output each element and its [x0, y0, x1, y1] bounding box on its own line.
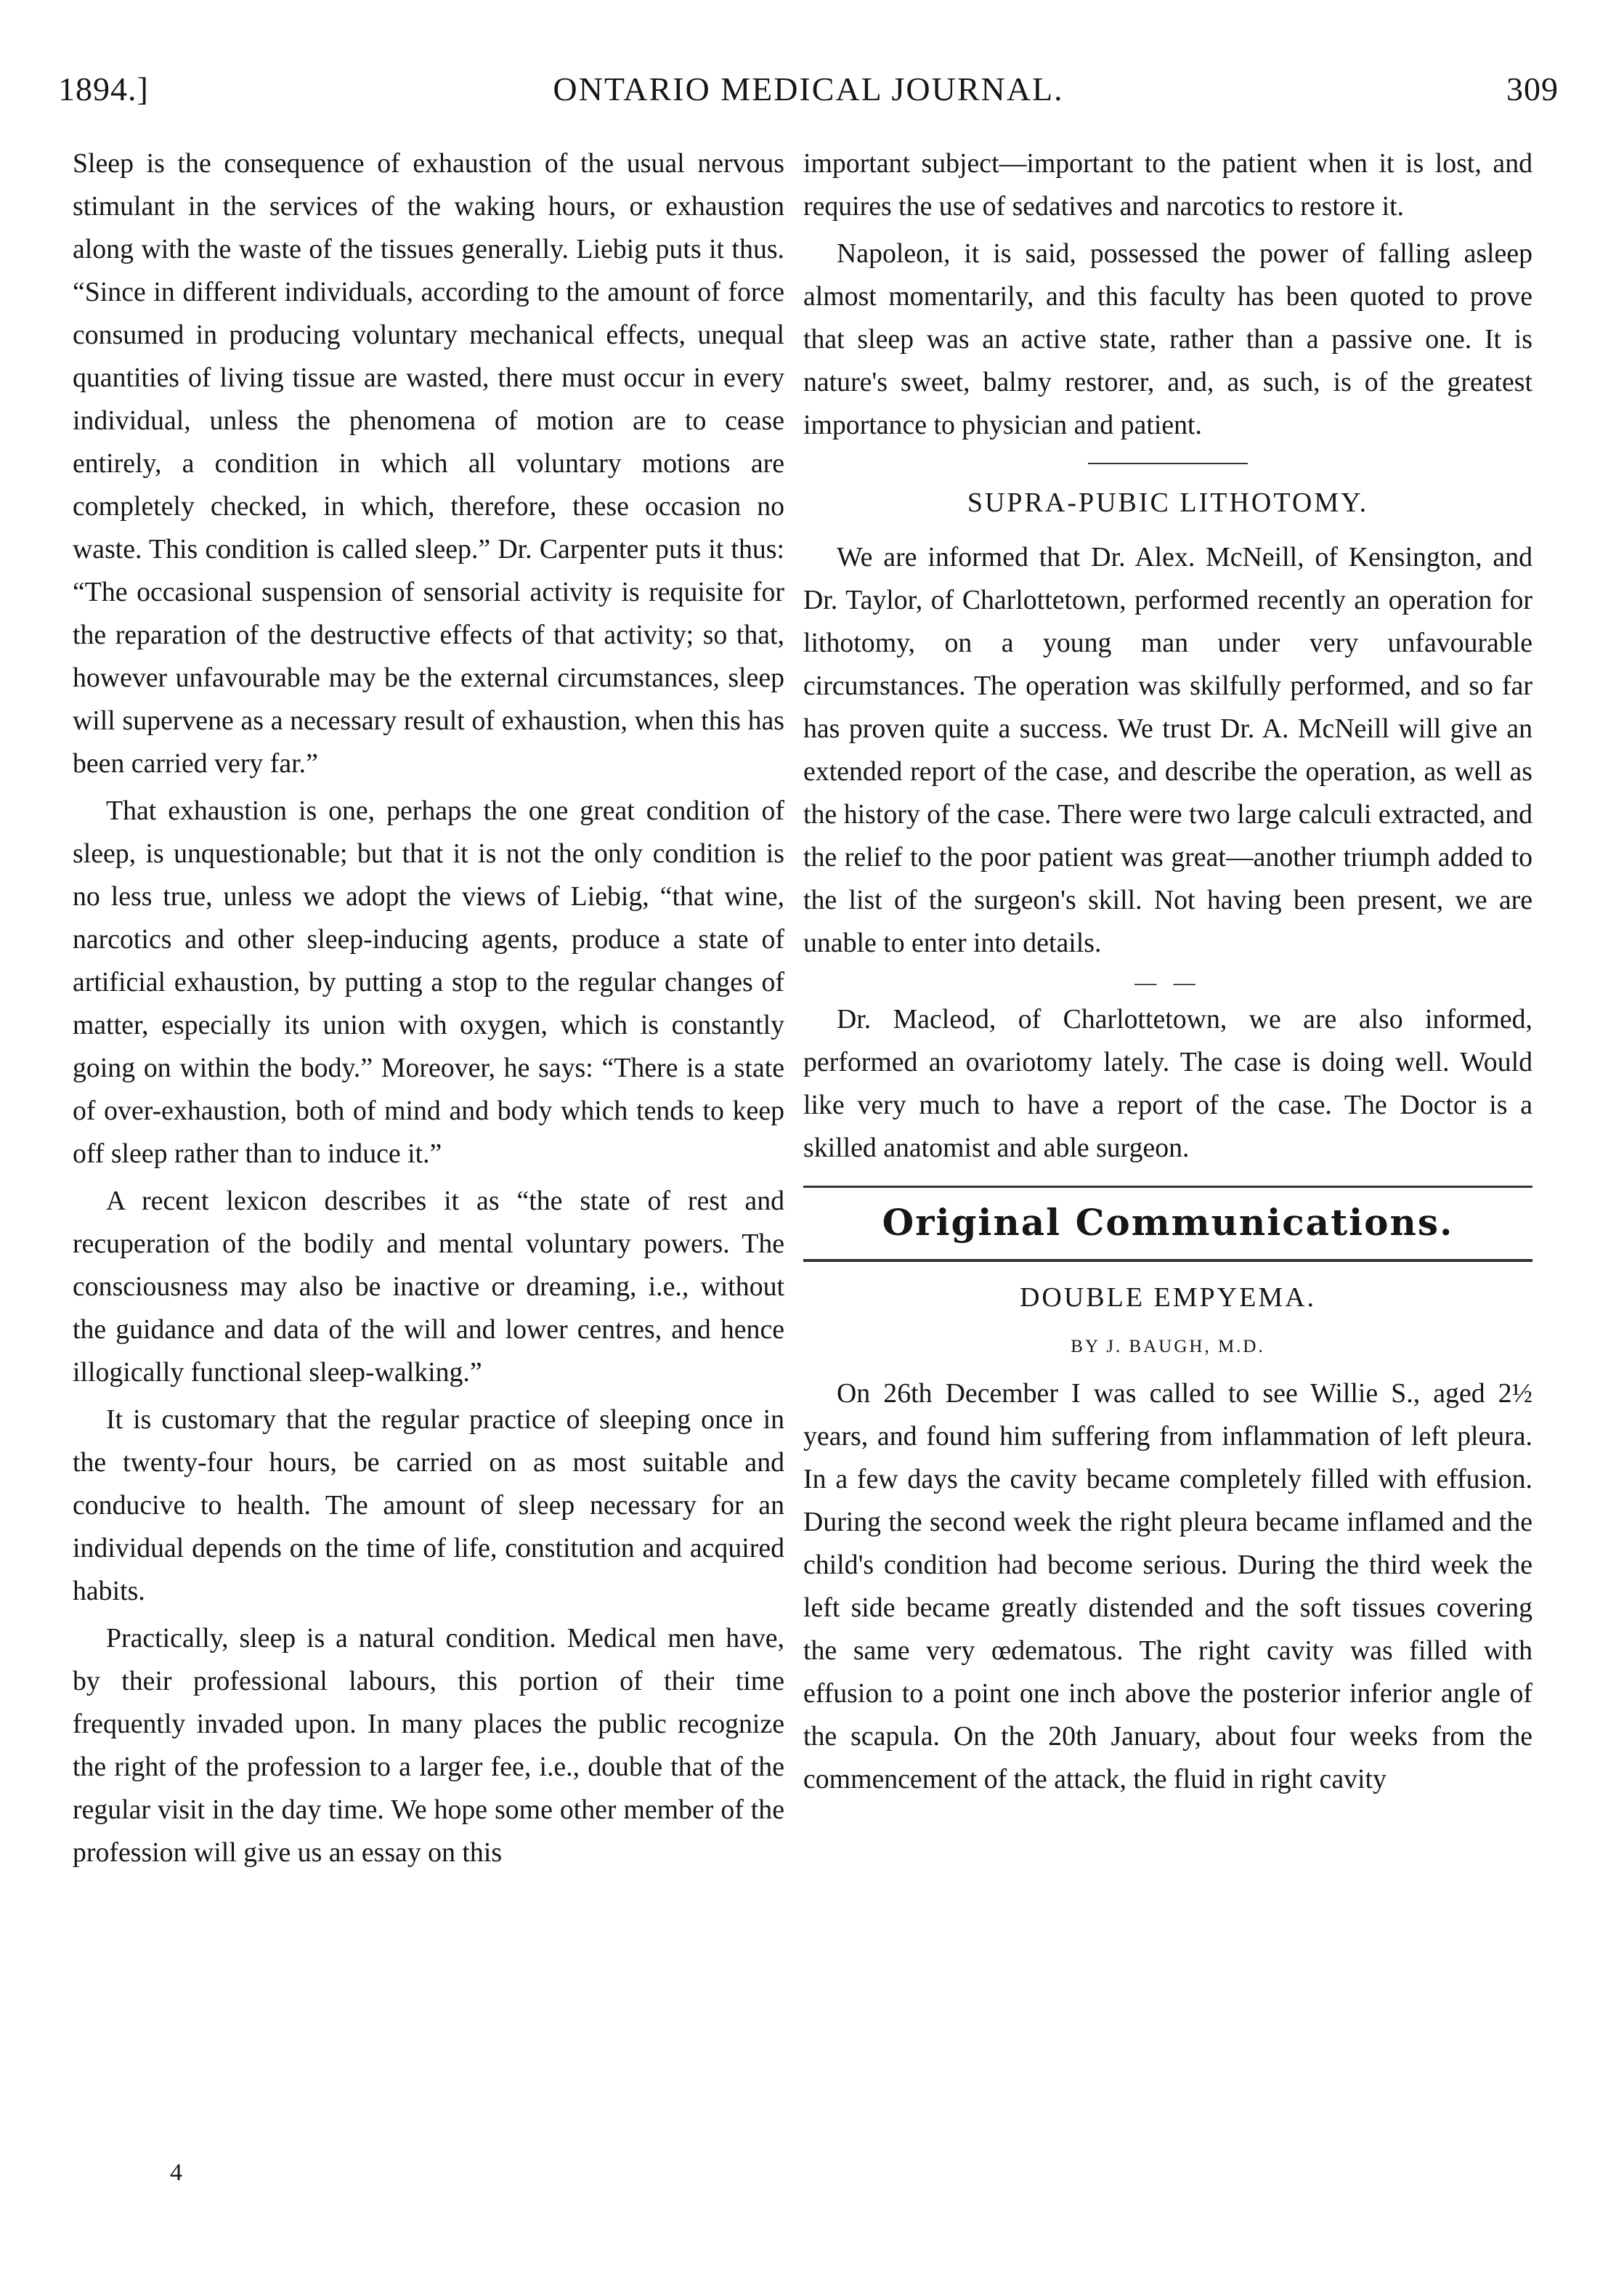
short-divider — [1088, 463, 1248, 464]
paragraph-empyema: On 26th December I was called to see Willie S., aged 2½ years, and found him suffering from inflammation of left pleura. In a few days the cavity became completely filled with effusion. During the second week the right pleura became inflamed and the child's condition had become serious. During the third week the left side became greatly distended and the soft tissues covering the same very œdematous. The right cavity was filled with effusion to a point one inch above the posterior inferior angle of the scapula. On the 20th January, about four weeks from the commencement of the attack, the fluid in right cavity — [803, 1378, 1532, 1794]
empyema-title: DOUBLE EMPYEMA. — [1019, 1282, 1317, 1313]
running-header — [58, 70, 1559, 121]
paragraph-exhaustion-condition: That exhaustion is one, perhaps the one great condition of sleep, is unquestionable; but that it is not the only condition is no less true, unless we adopt the views of Liebig, “that wine, narcotics and other sleep-inducing agents, produce a state of artificial exhaustion, by putting a stop to the regular changes of matter, especially its union with oxygen, which is constantly going on within the body.” Moreover, he says: “There is a state of over-exhaustion, both of mind and body which tends to keep off sleep rather than to induce it.” — [73, 796, 784, 1169]
paragraph-customary-practice: It is customary that the regular practice of sleeping once in the twenty-four hours, be carried on as most suitable and conducive to health. The amount of sleep necessary for an individual depends on the time of life, constitution and acquired habits. — [73, 1404, 784, 1606]
dash-divider: — — — [1134, 971, 1201, 995]
paragraph-napoleon: Napoleon, it is said, possessed the power of falling asleep almost momentarily, and this faculty has been quoted to prove that sleep was an active state, rather than a passive one. It is nature's sweet, balmy restorer, and, as such, is of the greatest importance to physician and patient. — [803, 238, 1532, 440]
section-banner: Original Communications. — [882, 1201, 1454, 1244]
lithotomy-title: SUPRA-PUBIC LITHOTOMY. — [967, 487, 1369, 518]
paragraph-lithotomy: We are informed that Dr. Alex. McNeill, of Kensington, and Dr. Taylor, of Charlottetown, performed recently an operation for lithotomy, on a young man under very unfavourable circumstances. The operation was skilfully performed, and so far has proven quite a success. We trust Dr. A. McNeill will give an extended report of the case, and describe the operation, as well as the history of the case. There were two large calculi extracted, and the relief to the poor patient was great—another triumph added to the list of the surgeon's skill. Not having been present, we are unable to enter into details. — [803, 542, 1532, 958]
right-column — [803, 142, 1532, 1801]
banner-bottom-rule — [803, 1259, 1532, 1262]
signature-mark: 4 — [170, 2159, 182, 2186]
page-number: 309 — [1506, 70, 1559, 108]
paragraph-ovariotomy: Dr. Macleod, of Charlottetown, we are also informed, performed an ovariotomy lately. The case is doing well. Would like very much to have a report of the case. The Doctor is a skilled anatomist and able surgeon. — [803, 1004, 1532, 1163]
paragraph-continuation: important subject—important to the patient when it is lost, and requires the use of sedatives and narcotics to restore it. — [803, 148, 1532, 222]
paragraph-sleep-exhaustion: Sleep is the consequence of exhaustion of the usual nervous stimulant in the services of the waking hours, or exhaustion along with the waste of the tissues generally. Liebig puts it thus. “Since in different individuals, according to the amount of force consumed in producing voluntary mechanical effects, unequal quantities of living tissue are wasted, there must occur in every individual, unless the phenomena of motion are to cease entirely, a condition in which all voluntary motions are completely checked, in which, therefore, these occasion no waste. This condition is called sleep.” Dr. Carpenter puts it thus: “The occasional suspension of sensorial activity is requisite for the reparation of the destructive effects of that activity; so that, however unfavourable may be the external circumstances, sleep will supervene as a necessary result of exhaustion, when this has been carried very far.” — [73, 148, 784, 779]
header-year: 1894.] — [58, 70, 149, 108]
left-column — [73, 142, 784, 1874]
empyema-byline: BY J. BAUGH, M.D. — [1071, 1337, 1265, 1356]
paragraph-lexicon: A recent lexicon describes it as “the state of rest and recuperation of the bodily and mental voluntary powers. The consciousness may also be inactive or dreaming, i.e., without the guidance and data of the will and lower centres, and hence illogically functional sleep-walking.” — [73, 1186, 784, 1388]
paragraph-practically: Practically, sleep is a natural condition. Medical men have, by their professional labours, this portion of their time frequently invaded upon. In many places the public recognize the right of the profession to a larger fee, i.e., double that of the regular visit in the day time. We hope some other member of the profession will give us an essay on this — [73, 1623, 784, 1868]
journal-title: ONTARIO MEDICAL JOURNAL. — [553, 70, 1064, 108]
